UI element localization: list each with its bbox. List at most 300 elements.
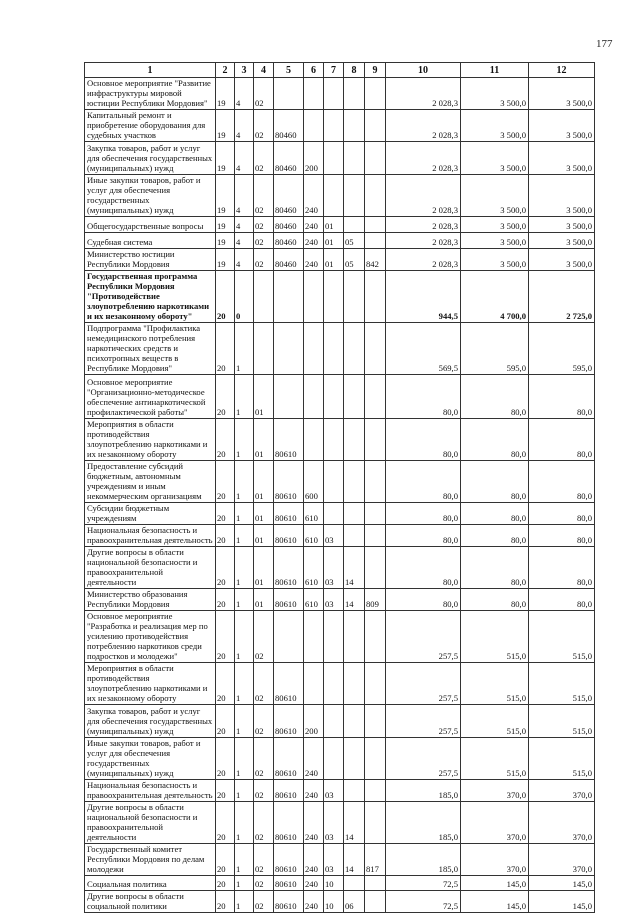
amount-year-2: 515,0 [461, 705, 529, 738]
amount-year-3: 80,0 [529, 589, 595, 611]
subprogram-code: 1 [235, 547, 254, 589]
column-header: 9 [365, 63, 386, 78]
measure-code: 02 [254, 249, 274, 271]
program-code: 20 [216, 780, 235, 802]
amount-year-2: 515,0 [461, 738, 529, 780]
direction-code: 80460 [274, 233, 304, 249]
expense-type: 610 [304, 589, 324, 611]
section-code [324, 78, 344, 110]
measure-code: 02 [254, 738, 274, 780]
column-header: 5 [274, 63, 304, 78]
amount-year-3: 3 500,0 [529, 233, 595, 249]
amount-year-1: 257,5 [386, 705, 461, 738]
table-row [85, 525, 595, 547]
column-header: 6 [304, 63, 324, 78]
direction-code: 80610 [274, 844, 304, 876]
direction-code: 80610 [274, 461, 304, 503]
amount-year-1: 80,0 [386, 589, 461, 611]
expense-type [304, 78, 324, 110]
subsection-code [344, 503, 365, 525]
table-row [85, 802, 595, 844]
expense-type: 240 [304, 175, 324, 217]
amount-year-2: 515,0 [461, 663, 529, 705]
measure-code: 02 [254, 233, 274, 249]
direction-code [274, 323, 304, 375]
subsection-code [344, 461, 365, 503]
program-code: 20 [216, 611, 235, 663]
expense-type [304, 271, 324, 323]
section-code: 03 [324, 589, 344, 611]
page-number: 177 [596, 38, 613, 50]
expense-type [304, 419, 324, 461]
amount-year-2: 3 500,0 [461, 233, 529, 249]
program-code: 19 [216, 217, 235, 233]
subsection-code [344, 217, 365, 233]
row-description: Иные закупки товаров, работ и услуг для обеспечения государственных (муниципальных) нужд [85, 175, 216, 217]
measure-code: 02 [254, 611, 274, 663]
table-row [85, 78, 595, 110]
table-row [85, 461, 595, 503]
measure-code: 02 [254, 78, 274, 110]
amount-year-1: 257,5 [386, 738, 461, 780]
ministry-code [365, 525, 386, 547]
amount-year-1: 2 028,3 [386, 78, 461, 110]
section-code: 03 [324, 525, 344, 547]
amount-year-2: 3 500,0 [461, 217, 529, 233]
program-code: 19 [216, 110, 235, 142]
table-row [85, 780, 595, 802]
row-description: Субсидии бюджетным учреждениям [85, 503, 216, 525]
program-code: 20 [216, 589, 235, 611]
section-code: 10 [324, 876, 344, 891]
amount-year-1: 185,0 [386, 802, 461, 844]
measure-code [254, 271, 274, 323]
section-code: 03 [324, 547, 344, 589]
table-row [85, 419, 595, 461]
program-code: 20 [216, 738, 235, 780]
direction-code: 80460 [274, 110, 304, 142]
ministry-code [365, 233, 386, 249]
program-code: 20 [216, 503, 235, 525]
row-description: Судебная система [85, 233, 216, 249]
direction-code: 80610 [274, 705, 304, 738]
subprogram-code: 1 [235, 525, 254, 547]
row-description: Закупка товаров, работ и услуг для обеспечения государственных (муниципальных) нужд [85, 705, 216, 738]
subsection-code: 14 [344, 547, 365, 589]
direction-code: 80610 [274, 891, 304, 913]
table-row [85, 142, 595, 175]
row-description: Другие вопросы в области национальной безопасности и правоохранительной деятельности [85, 802, 216, 844]
amount-year-3: 515,0 [529, 705, 595, 738]
section-code [324, 461, 344, 503]
row-description: Другие вопросы в области национальной безопасности и правоохранительной деятельности [85, 547, 216, 589]
amount-year-1: 569,5 [386, 323, 461, 375]
expense-type [304, 110, 324, 142]
measure-code: 01 [254, 461, 274, 503]
amount-year-1: 80,0 [386, 503, 461, 525]
table-row [85, 611, 595, 663]
amount-year-3: 370,0 [529, 802, 595, 844]
section-code: 10 [324, 891, 344, 913]
program-code: 20 [216, 844, 235, 876]
subsection-code [344, 175, 365, 217]
column-header: 2 [216, 63, 235, 78]
section-code [324, 142, 344, 175]
measure-code: 02 [254, 802, 274, 844]
expense-type [304, 663, 324, 705]
amount-year-3: 3 500,0 [529, 142, 595, 175]
ministry-code [365, 547, 386, 589]
amount-year-1: 2 028,3 [386, 233, 461, 249]
expense-type: 610 [304, 503, 324, 525]
table-row [85, 249, 595, 271]
subprogram-code: 0 [235, 271, 254, 323]
subprogram-code: 4 [235, 249, 254, 271]
amount-year-1: 2 028,3 [386, 110, 461, 142]
subsection-code: 14 [344, 589, 365, 611]
subprogram-code: 1 [235, 876, 254, 891]
section-code [324, 663, 344, 705]
amount-year-3: 595,0 [529, 323, 595, 375]
subsection-code: 14 [344, 844, 365, 876]
direction-code: 80610 [274, 780, 304, 802]
amount-year-1: 72,5 [386, 876, 461, 891]
subprogram-code: 1 [235, 611, 254, 663]
measure-code: 02 [254, 217, 274, 233]
amount-year-1: 185,0 [386, 780, 461, 802]
row-description: Социальная политика [85, 876, 216, 891]
direction-code [274, 611, 304, 663]
ministry-code [365, 78, 386, 110]
column-header: 8 [344, 63, 365, 78]
expense-type: 200 [304, 142, 324, 175]
program-code: 19 [216, 249, 235, 271]
amount-year-3: 2 725,0 [529, 271, 595, 323]
amount-year-3: 145,0 [529, 876, 595, 891]
measure-code: 02 [254, 142, 274, 175]
subsection-code [344, 876, 365, 891]
expense-type [304, 323, 324, 375]
amount-year-2: 3 500,0 [461, 175, 529, 217]
subprogram-code: 1 [235, 589, 254, 611]
ministry-code [365, 611, 386, 663]
direction-code [274, 78, 304, 110]
program-code: 20 [216, 663, 235, 705]
program-code: 20 [216, 705, 235, 738]
amount-year-3: 3 500,0 [529, 110, 595, 142]
amount-year-2: 370,0 [461, 802, 529, 844]
measure-code: 01 [254, 375, 274, 419]
row-description: Национальная безопасность и правоохранительная деятельность [85, 525, 216, 547]
section-code: 03 [324, 780, 344, 802]
amount-year-3: 3 500,0 [529, 217, 595, 233]
row-description: Основное мероприятие "Разработка и реализация мер по усилению противодействия потреблению наркотиков среди подростков и молодежи" [85, 611, 216, 663]
row-description: Министерство образования Республики Мордовия [85, 589, 216, 611]
amount-year-3: 3 500,0 [529, 249, 595, 271]
subsection-code: 14 [344, 802, 365, 844]
ministry-code [365, 705, 386, 738]
program-code: 19 [216, 233, 235, 249]
row-description: Основное мероприятие "Развитие инфраструктуры мировой юстиции Республики Мордовия" [85, 78, 216, 110]
measure-code: 02 [254, 705, 274, 738]
measure-code: 01 [254, 525, 274, 547]
ministry-code: 817 [365, 844, 386, 876]
row-description: Национальная безопасность и правоохранительная деятельность [85, 780, 216, 802]
subprogram-code: 1 [235, 461, 254, 503]
amount-year-3: 80,0 [529, 461, 595, 503]
table-row [85, 891, 595, 913]
subsection-code [344, 142, 365, 175]
subprogram-code: 1 [235, 780, 254, 802]
subsection-code [344, 323, 365, 375]
expense-type: 240 [304, 738, 324, 780]
direction-code: 80610 [274, 802, 304, 844]
table-row [85, 233, 595, 249]
direction-code: 80610 [274, 525, 304, 547]
subsection-code [344, 705, 365, 738]
table-row [85, 175, 595, 217]
subsection-code: 05 [344, 249, 365, 271]
table-row [85, 110, 595, 142]
amount-year-2: 3 500,0 [461, 142, 529, 175]
expense-type: 240 [304, 891, 324, 913]
direction-code: 80460 [274, 175, 304, 217]
program-code: 20 [216, 461, 235, 503]
program-code: 20 [216, 271, 235, 323]
amount-year-2: 595,0 [461, 323, 529, 375]
subprogram-code: 4 [235, 217, 254, 233]
expense-type: 240 [304, 217, 324, 233]
row-description: Мероприятия в области противодействия злоупотреблению наркотиками и их незаконному обороту [85, 663, 216, 705]
amount-year-3: 370,0 [529, 780, 595, 802]
amount-year-2: 80,0 [461, 461, 529, 503]
expense-type: 240 [304, 802, 324, 844]
subsection-code [344, 375, 365, 419]
amount-year-2: 515,0 [461, 611, 529, 663]
amount-year-1: 80,0 [386, 525, 461, 547]
ministry-code [365, 175, 386, 217]
amount-year-2: 145,0 [461, 891, 529, 913]
amount-year-3: 3 500,0 [529, 78, 595, 110]
direction-code: 80460 [274, 217, 304, 233]
table-row [85, 271, 595, 323]
direction-code [274, 271, 304, 323]
row-description: Капитальный ремонт и приобретение оборудования для судебных участков [85, 110, 216, 142]
amount-year-2: 3 500,0 [461, 249, 529, 271]
subsection-code [344, 271, 365, 323]
subprogram-code: 1 [235, 375, 254, 419]
direction-code: 80610 [274, 419, 304, 461]
amount-year-2: 4 700,0 [461, 271, 529, 323]
measure-code: 02 [254, 891, 274, 913]
ministry-code [365, 323, 386, 375]
table-row [85, 547, 595, 589]
subsection-code [344, 780, 365, 802]
amount-year-1: 2 028,3 [386, 217, 461, 233]
table-row [85, 503, 595, 525]
expense-type: 610 [304, 525, 324, 547]
ministry-code [365, 503, 386, 525]
subprogram-code: 1 [235, 419, 254, 461]
measure-code: 02 [254, 663, 274, 705]
program-code: 20 [216, 323, 235, 375]
amount-year-1: 80,0 [386, 547, 461, 589]
ministry-code [365, 876, 386, 891]
expense-type: 240 [304, 876, 324, 891]
subsection-code [344, 663, 365, 705]
section-code [324, 738, 344, 780]
section-code [324, 271, 344, 323]
expense-type: 610 [304, 547, 324, 589]
measure-code: 02 [254, 110, 274, 142]
ministry-code [365, 802, 386, 844]
section-code [324, 503, 344, 525]
subprogram-code: 1 [235, 323, 254, 375]
column-header: 7 [324, 63, 344, 78]
program-code: 20 [216, 876, 235, 891]
measure-code: 01 [254, 419, 274, 461]
column-header: 3 [235, 63, 254, 78]
direction-code: 80610 [274, 663, 304, 705]
amount-year-3: 80,0 [529, 525, 595, 547]
subsection-code [344, 419, 365, 461]
amount-year-2: 80,0 [461, 547, 529, 589]
ministry-code [365, 110, 386, 142]
column-header: 10 [386, 63, 461, 78]
amount-year-3: 145,0 [529, 891, 595, 913]
program-code: 19 [216, 175, 235, 217]
row-description: Государственная программа Республики Мордовия "Противодействие злоупотреблению наркотиками и их незаконному обороту" [85, 271, 216, 323]
row-description: Иные закупки товаров, работ и услуг для обеспечения государственных (муниципальных) нужд [85, 738, 216, 780]
section-code [324, 110, 344, 142]
section-code: 03 [324, 844, 344, 876]
amount-year-2: 80,0 [461, 525, 529, 547]
section-code [324, 419, 344, 461]
measure-code: 01 [254, 589, 274, 611]
subprogram-code: 1 [235, 663, 254, 705]
direction-code: 80610 [274, 738, 304, 780]
row-description: Мероприятия в области противодействия злоупотреблению наркотиками и их незаконному обороту [85, 419, 216, 461]
ministry-code [365, 780, 386, 802]
ministry-code: 809 [365, 589, 386, 611]
ministry-code [365, 461, 386, 503]
table-row [85, 589, 595, 611]
row-description: Подпрограмма "Профилактика немедицинского потребления наркотических средств и психотропных веществ в Республике Мордовия" [85, 323, 216, 375]
amount-year-2: 80,0 [461, 419, 529, 461]
subprogram-code: 1 [235, 503, 254, 525]
program-code: 20 [216, 802, 235, 844]
table-row [85, 705, 595, 738]
amount-year-3: 515,0 [529, 738, 595, 780]
column-header: 1 [85, 63, 216, 78]
ministry-code [365, 738, 386, 780]
subprogram-code: 4 [235, 142, 254, 175]
row-description: Другие вопросы в области социальной политики [85, 891, 216, 913]
table-row [85, 217, 595, 233]
amount-year-2: 145,0 [461, 876, 529, 891]
amount-year-2: 3 500,0 [461, 78, 529, 110]
direction-code: 80610 [274, 547, 304, 589]
amount-year-2: 80,0 [461, 375, 529, 419]
header-row [85, 63, 595, 78]
budget-table [84, 62, 595, 913]
subsection-code: 06 [344, 891, 365, 913]
ministry-code [365, 217, 386, 233]
expense-type [304, 375, 324, 419]
subsection-code [344, 110, 365, 142]
amount-year-3: 80,0 [529, 547, 595, 589]
table-row [85, 375, 595, 419]
section-code [324, 175, 344, 217]
subprogram-code: 1 [235, 802, 254, 844]
column-header: 11 [461, 63, 529, 78]
amount-year-2: 370,0 [461, 780, 529, 802]
amount-year-3: 80,0 [529, 503, 595, 525]
table-row [85, 738, 595, 780]
section-code [324, 611, 344, 663]
subsection-code [344, 611, 365, 663]
amount-year-3: 3 500,0 [529, 175, 595, 217]
ministry-code [365, 142, 386, 175]
amount-year-1: 80,0 [386, 419, 461, 461]
row-description: Министерство юстиции Республики Мордовия [85, 249, 216, 271]
subsection-code [344, 738, 365, 780]
expense-type: 200 [304, 705, 324, 738]
expense-type: 600 [304, 461, 324, 503]
row-description: Основное мероприятие "Организационно-методическое обеспечение антинаркотической профилактической работы" [85, 375, 216, 419]
program-code: 20 [216, 547, 235, 589]
expense-type: 240 [304, 844, 324, 876]
measure-code: 02 [254, 876, 274, 891]
amount-year-3: 515,0 [529, 611, 595, 663]
subprogram-code: 1 [235, 891, 254, 913]
ministry-code: 842 [365, 249, 386, 271]
program-code: 20 [216, 419, 235, 461]
direction-code [274, 375, 304, 419]
section-code: 01 [324, 249, 344, 271]
ministry-code [365, 891, 386, 913]
subprogram-code: 1 [235, 844, 254, 876]
amount-year-3: 80,0 [529, 419, 595, 461]
program-code: 19 [216, 142, 235, 175]
expense-type: 240 [304, 249, 324, 271]
direction-code: 80610 [274, 876, 304, 891]
program-code: 19 [216, 78, 235, 110]
amount-year-2: 370,0 [461, 844, 529, 876]
table-row [85, 844, 595, 876]
section-code: 01 [324, 233, 344, 249]
amount-year-1: 80,0 [386, 461, 461, 503]
amount-year-2: 3 500,0 [461, 110, 529, 142]
subsection-code: 05 [344, 233, 365, 249]
program-code: 20 [216, 891, 235, 913]
amount-year-1: 72,5 [386, 891, 461, 913]
ministry-code [365, 419, 386, 461]
direction-code: 80610 [274, 503, 304, 525]
measure-code: 01 [254, 503, 274, 525]
amount-year-2: 80,0 [461, 589, 529, 611]
subprogram-code: 4 [235, 175, 254, 217]
subprogram-code: 4 [235, 233, 254, 249]
amount-year-1: 257,5 [386, 611, 461, 663]
subprogram-code: 4 [235, 110, 254, 142]
measure-code: 01 [254, 547, 274, 589]
ministry-code [365, 271, 386, 323]
subprogram-code: 1 [235, 738, 254, 780]
measure-code: 02 [254, 175, 274, 217]
ministry-code [365, 375, 386, 419]
column-header: 12 [529, 63, 595, 78]
